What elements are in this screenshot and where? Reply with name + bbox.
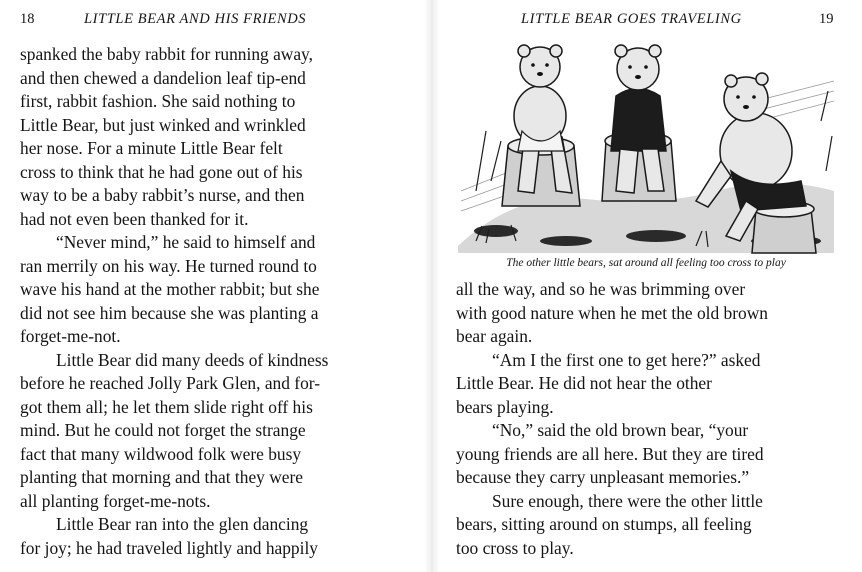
text-line: Little Bear did many deeds of kindness (56, 349, 329, 370)
page-number: 18 (20, 11, 35, 27)
running-head: LITTLE BEAR AND HIS FRIENDS (84, 11, 307, 27)
text-line: her nose. For a minute Little Bear felt (20, 138, 283, 158)
text-line: Little Bear, but just winked and wrinkled (20, 114, 306, 135)
paragraph (456, 278, 835, 349)
text-line: all the way, and so he was brimming over (456, 279, 746, 299)
text-line: first, rabbit fashion. She said nothing to (20, 91, 296, 111)
text-line: all planting forget-me-nots. (20, 490, 211, 511)
text-line: bear again. (456, 326, 533, 346)
text-line: wave his hand at the mother rabbit; but she (20, 279, 320, 299)
text-line: bears playing. (456, 396, 554, 417)
text-line: had not even been thanked for it. (20, 208, 249, 229)
text-line: too cross to play. (456, 537, 574, 558)
right-page (431, 0, 862, 572)
text-line: Little Bear ran into the glen dancing (56, 514, 309, 534)
text-line: spanked the baby rabbit for running away, (20, 44, 313, 64)
text-line: Little Bear. He did not hear the other (456, 373, 712, 393)
text-line: did not see him because she was planting a (20, 302, 319, 323)
paragraph (456, 349, 835, 420)
paragraph (20, 231, 398, 349)
text-line: mind. But he could not forget the strange (20, 420, 306, 440)
text-line: before he reached Jolly Park Glen, and for- (20, 373, 320, 393)
paragraph (20, 513, 398, 560)
body-text (456, 278, 835, 560)
paragraph (20, 349, 398, 514)
text-line: forget-me-not. (20, 326, 121, 346)
paragraph (20, 43, 398, 231)
text-line: with good nature when he met the old brown (456, 302, 768, 323)
text-line: young friends are all here. But they are tired (456, 443, 764, 464)
text-line: way to be a baby rabbit’s nurse, and then (20, 185, 305, 205)
text-line: planting that morning and that they were (20, 467, 304, 487)
body-text (20, 43, 398, 560)
running-head: LITTLE BEAR GOES TRAVELING (521, 11, 742, 27)
text-line: “No,” said the old brown bear, “your (492, 420, 749, 440)
text-line: fact that many wildwood folk were busy (20, 443, 302, 464)
page-number: 19 (819, 11, 834, 27)
text-line: and then chewed a dandelion leaf tip-end (20, 67, 306, 88)
text-line: “Am I the first one to get here?” asked (492, 349, 761, 370)
text-line: bears, sitting around on stumps, all feeling (456, 514, 752, 534)
text-line: because they carry unpleasant memories.” (456, 467, 750, 487)
text-line: “Never mind,” he said to himself and (56, 232, 316, 252)
text-line: Sure enough, there were the other little (492, 490, 763, 511)
illustration-caption: The other little bears, sat around all feeling too cross to play (506, 257, 786, 269)
paragraph (456, 490, 835, 561)
bears-illustration (456, 41, 836, 255)
text-line: got them all; he let them slide right off his (20, 396, 313, 417)
text-line: cross to think that he had gone out of his (20, 161, 303, 182)
text-line: for joy; he had traveled lightly and happily (20, 537, 318, 558)
paragraph (456, 419, 835, 490)
text-line: ran merrily on his way. He turned round to (20, 255, 317, 276)
